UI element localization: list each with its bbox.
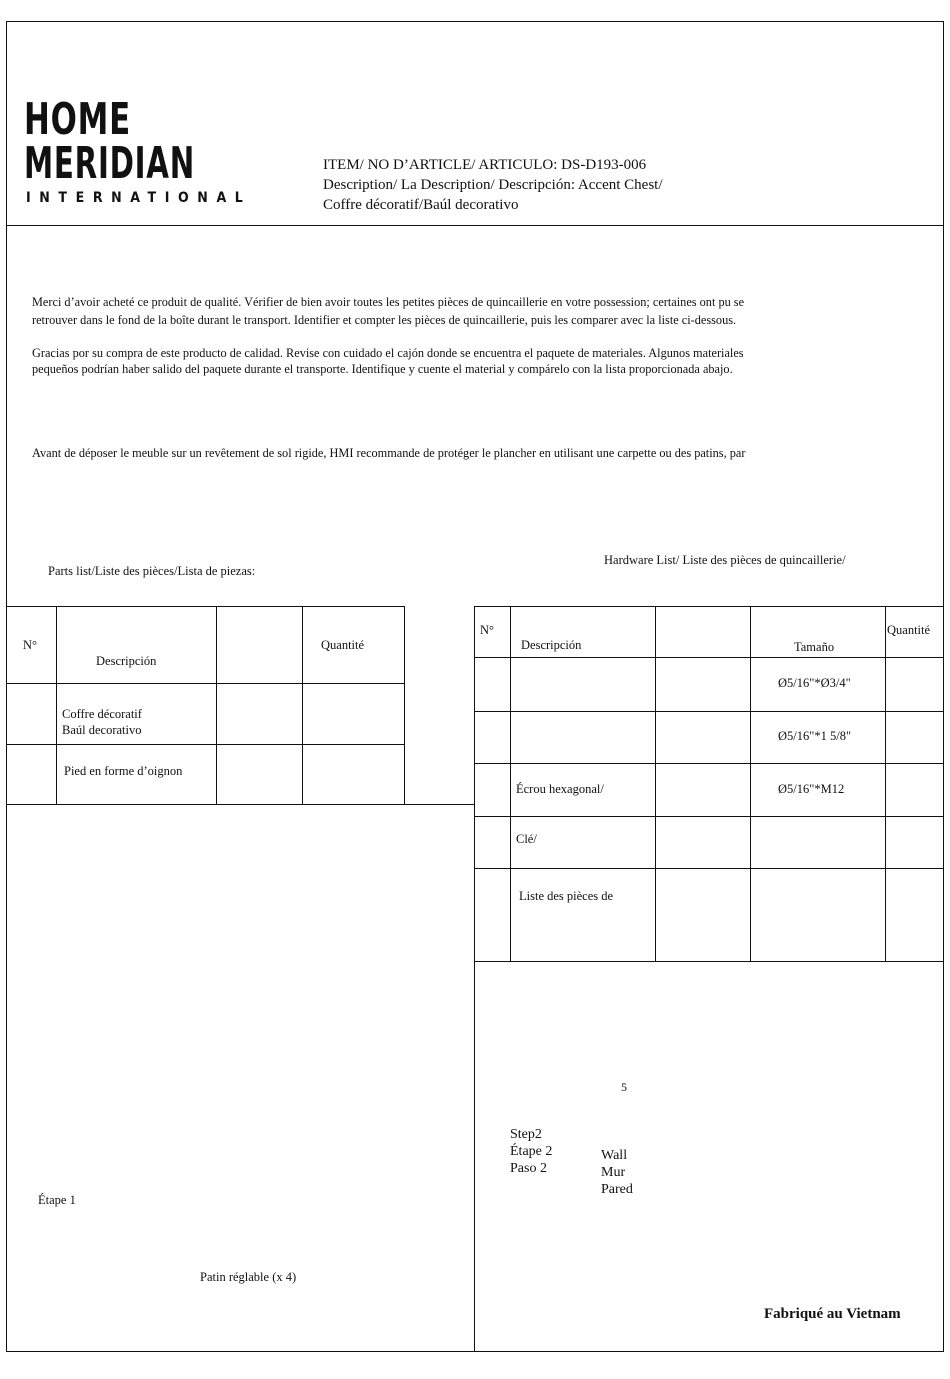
hardware-col-description: Descripción bbox=[521, 638, 582, 652]
floor-protection-note: Avant de déposer le meuble sur un revêtement de sol rigide, HMI recommande de protéger le plancher en utilisant une carpette ou des patins, par bbox=[32, 446, 746, 460]
parts-row2-desc: Pied en forme d’oignon bbox=[64, 764, 183, 778]
hardware-col-size: Tamaño bbox=[794, 640, 835, 654]
hardware-row3-desc: Écrou hexagonal/ bbox=[516, 782, 604, 796]
item-description-line2: Coffre décoratif/Baúl decorativo bbox=[323, 197, 519, 213]
parts-row1-desc2: Baúl decorativo bbox=[62, 723, 142, 737]
intro-fr-line1: Merci d’avoir acheté ce produit de qualité. Vérifier de bien avoir toutes les petites pièces de quincaillerie en votre possession; certaines ont pu se bbox=[32, 295, 745, 309]
hardware-row2-size: Ø5/16"*1 5/8" bbox=[778, 729, 852, 743]
adjustable-glide-label: Patin réglable (x 4) bbox=[200, 1270, 297, 1284]
hardware-row5-desc: Liste des pièces de bbox=[519, 889, 614, 903]
parts-col-quantity: Quantité bbox=[321, 638, 365, 652]
item-description: Description/ La Description/ Descripción: Accent Chest/ bbox=[323, 177, 663, 193]
step2-label-fr: Étape 2 bbox=[510, 1144, 553, 1159]
callout-number: 5 bbox=[621, 1080, 627, 1094]
step2-label-es: Paso 2 bbox=[510, 1161, 547, 1176]
made-in-label: Fabriqué au Vietnam bbox=[764, 1306, 901, 1322]
hardware-row1-size: Ø5/16"*Ø3/4" bbox=[778, 676, 851, 690]
intro-es-line1: Gracias por su compra de este producto de calidad. Revise con cuidado el cajón donde se encuentra el paquete de materiales. Algunos materiales bbox=[32, 346, 744, 360]
intro-es-line2: pequeños podrían haber salido del paquete durante el transporte. Identifique y cuente el material y compárelo con la lista proporcionada abajo. bbox=[32, 362, 733, 376]
item-number: ITEM/ NO D’ARTICLE/ ARTICULO: DS-D193-006 bbox=[323, 157, 647, 173]
step1-label: Étape 1 bbox=[38, 1193, 76, 1207]
hardware-row3-size: Ø5/16"*M12 bbox=[778, 782, 845, 796]
logo-line-meridian: MERIDIAN bbox=[24, 138, 195, 189]
logo-line-international: INTERNATIONAL bbox=[26, 190, 252, 206]
hardware-col-no: N° bbox=[480, 623, 495, 637]
parts-col-no: N° bbox=[23, 638, 38, 652]
wall-label-en: Wall bbox=[601, 1148, 628, 1163]
logo-line-home: HOME bbox=[24, 94, 132, 145]
wall-label-fr: Mur bbox=[601, 1165, 626, 1180]
parts-list-title: Parts list/Liste des pièces/Lista de piezas: bbox=[48, 564, 256, 578]
hardware-row4-desc: Clé/ bbox=[516, 832, 537, 846]
intro-fr-line2: retrouver dans le fond de la boîte durant le transport. Identifier et compter les pièces de quincaillerie, puis les comparer avec la liste ci-dessous. bbox=[32, 313, 737, 327]
parts-row1-desc: Coffre décoratif bbox=[62, 707, 142, 721]
step2-label-en: Step2 bbox=[510, 1127, 542, 1142]
hardware-col-quantity: Quantité bbox=[887, 623, 931, 637]
header-divider bbox=[6, 225, 944, 226]
parts-col-description: Descripción bbox=[96, 654, 157, 668]
hardware-list-title: Hardware List/ Liste des pièces de quincaillerie/ bbox=[604, 553, 846, 567]
wall-label-es: Pared bbox=[601, 1182, 633, 1197]
